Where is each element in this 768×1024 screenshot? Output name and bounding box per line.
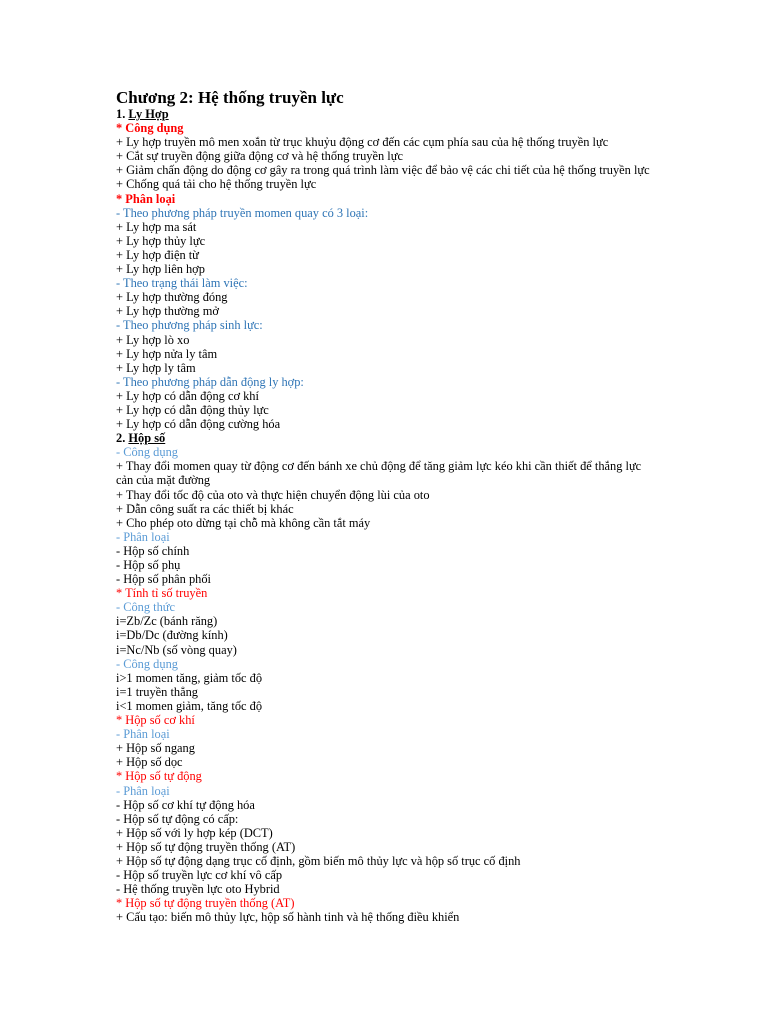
section-heading-text: Ly Hợp	[128, 107, 169, 121]
text-line: + Cho phép oto dừng tại chỗ mà không cần tắt máy	[116, 515, 371, 530]
category-label: - Theo phương pháp dẫn động ly hợp:	[116, 374, 304, 389]
text-line: + Ly hợp thường đóng	[116, 290, 228, 305]
text-line: - Hộp số chính	[116, 543, 190, 558]
category-label: - Phân loại	[116, 783, 170, 798]
text-line: - Hộp số phân phối	[116, 572, 211, 587]
text-line: + Ly hợp có dẫn động cường hóa	[116, 417, 281, 432]
text-line: i=Zb/Zc (bánh răng)	[116, 614, 218, 629]
text-line: - Hộp số cơ khí tự động hóa	[116, 797, 255, 812]
section-heading	[116, 431, 656, 445]
text-line: + Ly hợp lò xo	[116, 332, 190, 347]
text-line: - Hộp số tự động có cấp:	[116, 811, 239, 826]
section-heading	[116, 107, 656, 121]
document-body	[116, 88, 656, 924]
category-label: - Công dụng	[116, 445, 178, 460]
subsection-heading: * Hộp số tự động	[116, 769, 202, 784]
text-line: + Giảm chấn động do động cơ gây ra trong quá trình làm việc để bảo vệ các chi tiết của hệ thống truyền lực	[116, 163, 650, 178]
text-line: + Hộp số với ly hợp kép (DCT)	[116, 825, 273, 840]
text-line: + Chống quá tải cho hệ thống truyền lực	[116, 177, 317, 192]
section-number: 1.	[116, 107, 129, 121]
subsection-heading: * Hộp số tự động truyền thống (AT)	[116, 896, 295, 911]
section-number: 2.	[116, 431, 129, 446]
text-line: + Ly hợp thủy lực	[116, 233, 206, 248]
text-line: i=Db/Dc (đường kính)	[116, 628, 228, 643]
text-line: - Hộp số truyền lực cơ khí vô cấp	[116, 868, 283, 883]
text-line: + Hộp số tự động truyền thống (AT)	[116, 839, 296, 854]
text-line: + Thay đổi momen quay từ động cơ đến bánh xe chủ động để tăng giảm lực kéo khi cần thiết để thắng lực cản của mặt đường	[116, 459, 642, 488]
text-line: i=1 truyền thẳng	[116, 684, 199, 699]
category-label: - Theo phương pháp truyền momen quay có 3 loại:	[116, 205, 369, 220]
category-label: - Phân loại	[116, 727, 170, 742]
section-heading-text: Hộp số	[128, 431, 166, 446]
text-line: + Ly hợp liên hợp	[116, 262, 205, 277]
chapter-title: Chương 2: Hệ thống truyền lực	[116, 88, 344, 107]
subsection-heading: * Tính tỉ số truyền	[116, 586, 208, 601]
category-label: - Phân loại	[116, 529, 170, 544]
subsection-heading: * Công dụng	[116, 121, 184, 136]
category-label: - Công thức	[116, 600, 176, 615]
text-line: + Hộp số ngang	[116, 741, 195, 756]
category-label: - Theo trạng thái làm việc:	[116, 276, 248, 291]
text-line: + Hộp số dọc	[116, 755, 183, 770]
text-line: - Hệ thống truyền lực oto Hybrid	[116, 882, 280, 897]
text-line: + Ly hợp thường mở	[116, 304, 219, 319]
category-label: - Công dụng	[116, 656, 178, 671]
text-line: - Hộp số phụ	[116, 558, 181, 572]
text-line: + Ly hợp điện từ	[116, 247, 199, 262]
text-line: + Ly hợp nửa ly tâm	[116, 346, 218, 361]
text-line: i=Nc/Nb (số vòng quay)	[116, 642, 237, 657]
text-line: + Ly hợp có dẫn động thủy lực	[116, 402, 269, 417]
subsection-heading: * Phân loại	[116, 191, 176, 206]
text-line: + Ly hợp truyền mô men xoắn từ trục khuỷu động cơ đến các cụm phía sau của hệ thống truyền lực	[116, 135, 609, 150]
text-line: + Cắt sự truyền động giữa động cơ và hệ thống truyền lực	[116, 149, 403, 164]
text-line: + Dẫn công suất ra các thiết bị khác	[116, 501, 294, 516]
category-label: - Theo phương pháp sinh lực:	[116, 318, 263, 333]
text-line: + Ly hợp ma sát	[116, 219, 197, 234]
text-line: + Hộp số tự động dạng trục cố định, gồm biến mô thủy lực và hộp số trục cố định	[116, 853, 521, 868]
text-line: + Cấu tạo: biến mô thủy lực, hộp số hành tinh và hệ thống điều khiển	[116, 910, 460, 925]
document-lines	[116, 107, 656, 924]
text-line: i>1 momen tăng, giảm tốc độ	[116, 670, 263, 685]
text-line: + Thay đổi tốc độ của oto và thực hiện chuyển động lùi của oto	[116, 487, 430, 502]
subsection-heading: * Hộp số cơ khí	[116, 713, 195, 728]
text-line: + Ly hợp có dẫn động cơ khí	[116, 388, 259, 403]
text-line: i<1 momen giảm, tăng tốc độ	[116, 698, 263, 713]
text-line: + Ly hợp ly tâm	[116, 360, 196, 375]
